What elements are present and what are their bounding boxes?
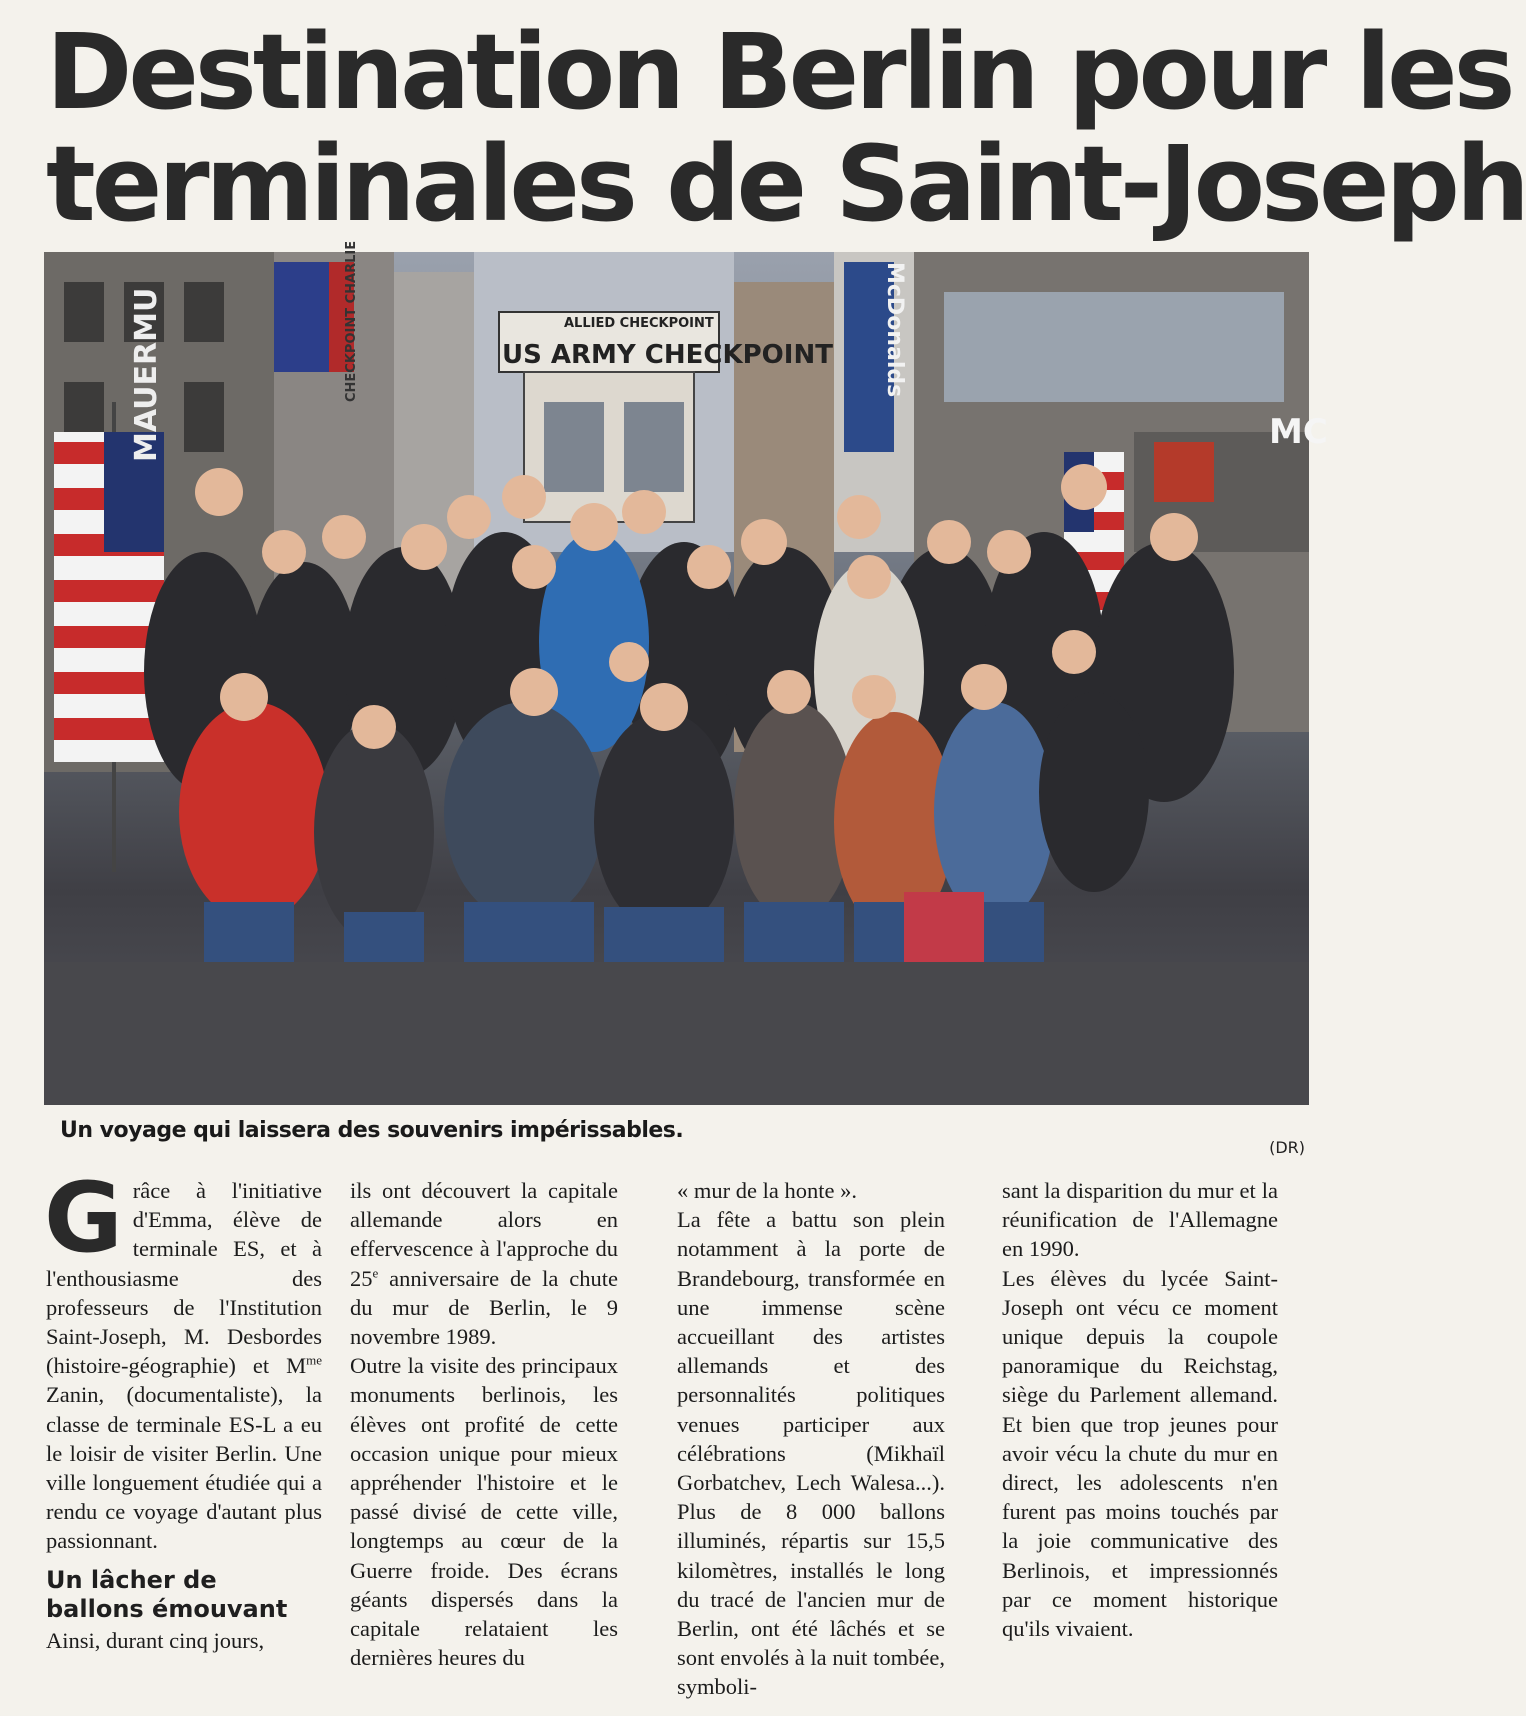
article-column-1 bbox=[44, 1162, 322, 1655]
group-photo bbox=[44, 240, 1328, 1105]
article-column-2 bbox=[350, 1176, 618, 1672]
col1-text-a: râce à l'initiative d'Emma, élève de terminale ES, et à l'enthousiasme des professeurs de l'Institution Saint-Joseph, M. Desbordes (histoire-géographie) et M bbox=[46, 1178, 322, 1379]
sign-mcdonalds: McDonalds bbox=[882, 262, 907, 398]
drop-cap: G bbox=[44, 1162, 123, 1274]
sign-us-army-checkpoint: US ARMY CHECKPOINT bbox=[502, 340, 833, 370]
col3-paragraph-2: La fête a battu son plein notamment à la porte de Brandebourg, transformée en une immense scène accueillant des artistes allemands et des personnalités politiques venues participer aux célébrations (Mikhaïl Gorbatchev, Lech Walesa...). Plus de 8 000 ballons illuminés, répartis sur 15,5 kilomètres, installés le long du tracé de l'ancien mur de Berlin, ont été lâchés et se sont envolés à la nuit tombée, symboli- bbox=[677, 1207, 945, 1700]
photo-illustration bbox=[44, 252, 1309, 1105]
article-column-3 bbox=[677, 1176, 945, 1702]
col1-sup: me bbox=[306, 1352, 322, 1368]
col1-paragraph-2: Ainsi, durant cinq jours, bbox=[46, 1627, 265, 1653]
col1-text-b: Zanin, (documentaliste), la classe de terminale ES-L a eu le loisir de visiter Berlin. Une ville longuement étudiée qui a rendu ce voyage d'autant plus passionnant. bbox=[46, 1382, 322, 1554]
col4-paragraph-1: sant la disparition du mur et la réunification de l'Allemagne en 1990. bbox=[1002, 1178, 1278, 1262]
col2-text-b: anniversaire de la chute du mur de Berlin, le 9 novembre 1989. bbox=[350, 1265, 618, 1350]
article-headline bbox=[46, 11, 1526, 245]
col2-paragraph-1 bbox=[350, 1176, 618, 1351]
headline-line-1: Destination Berlin pour les bbox=[46, 11, 1512, 133]
col2-paragraph-2: Outre la visite des principaux monuments berlinois, les élèves ont profité de cette occasion unique pour mieux appréhender l'histoire et le passé divisé de cette ville, longtemps au cœur de la Guerre froide. Des écrans géants dispersés dans la capitale relataient les dernières heures du bbox=[350, 1353, 618, 1671]
sign-allied-checkpoint: ALLIED CHECKPOINT bbox=[564, 316, 714, 331]
col2-text-a: ils ont découvert la capitale allemande alors en effervescence à l'approche du 25 bbox=[350, 1178, 618, 1291]
sign-checkpoint-charlie: CHECKPOINT CHARLIE bbox=[344, 240, 359, 402]
sign-mauermuseum: MAUERMU bbox=[129, 287, 164, 462]
sign-mc: MC bbox=[1269, 412, 1328, 452]
col2-sup: e bbox=[372, 1265, 379, 1281]
article-subhead: Un lâcher de ballons émouvant bbox=[46, 1565, 288, 1623]
col4-paragraph-2: Les élèves du lycée Saint-Joseph ont vécu ce moment unique depuis la coupole panoramique du Reichstag, siège du Parlement allemand. Et bien que trop jeunes pour avoir vécu la chute du mur en direct, les adolescents n'en furent pas moins touchés par la joie communicative des Berlinois, et impressionnés par ce moment historique qu'ils vivaient. bbox=[1002, 1265, 1278, 1642]
photo-credit: (DR) bbox=[1269, 1138, 1305, 1157]
photo-caption: Un voyage qui laissera des souvenirs impérissables. bbox=[60, 1118, 684, 1143]
article-column-4 bbox=[1002, 1176, 1278, 1643]
col3-paragraph-1: « mur de la honte ». bbox=[677, 1178, 857, 1203]
intro-paragraph bbox=[44, 1162, 322, 1556]
headline-line-2: terminales de Saint-Joseph bbox=[46, 123, 1526, 245]
